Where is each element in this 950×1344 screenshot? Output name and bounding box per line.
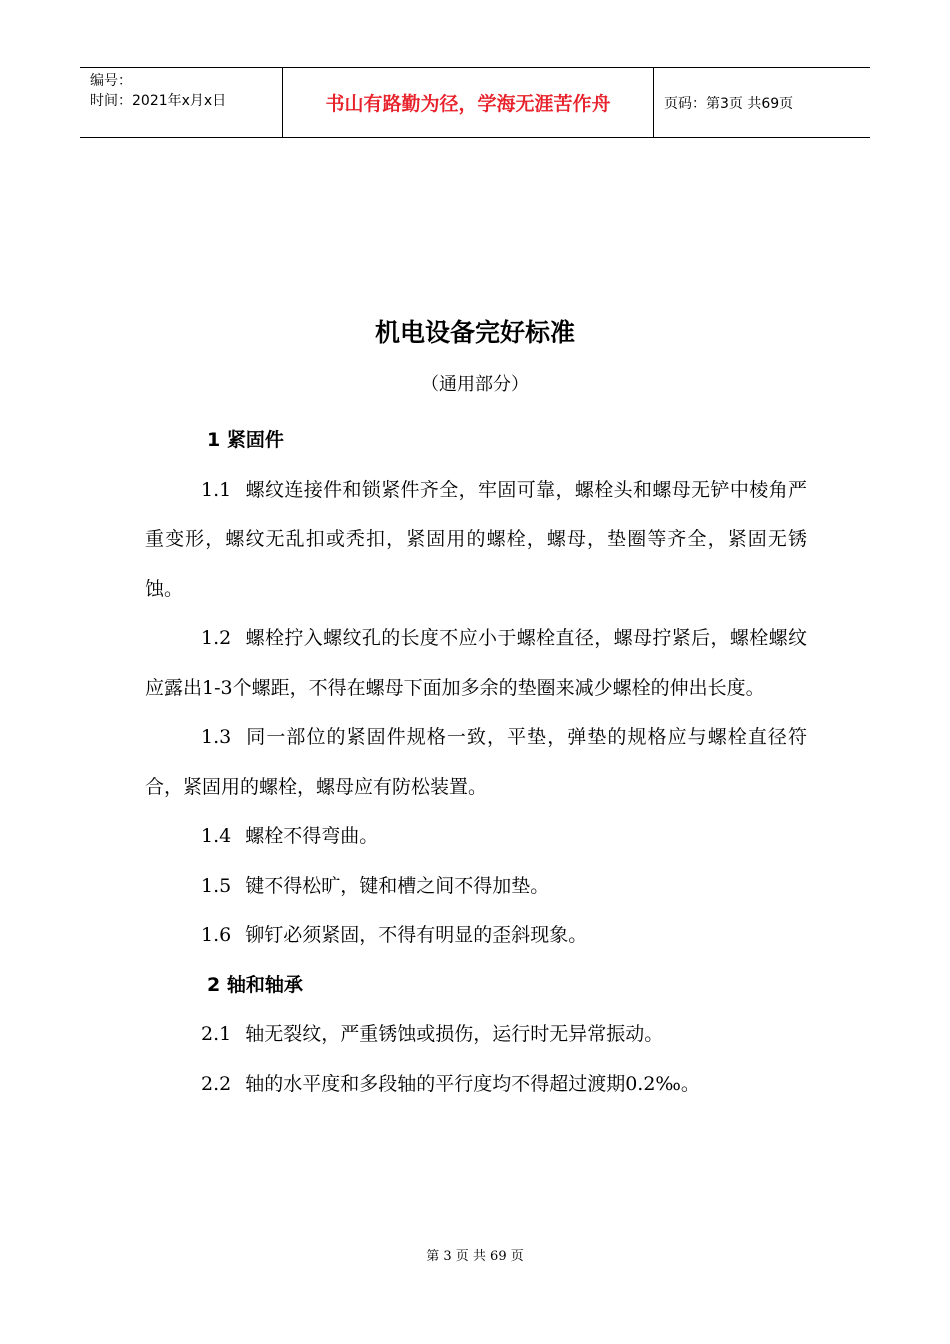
header-motto-cell [282,68,654,137]
document-title: 机电设备完好标准 [374,318,575,347]
clause-number: 1.3 [201,726,232,748]
clause-paragraph [145,713,807,812]
header-meta [80,68,282,137]
header-page-info: 页码：第3页 共69页 [664,95,794,112]
document-number-label: 编号： [90,73,132,89]
clause-paragraph [145,1010,807,1060]
clause-number: 1.1 [201,478,232,501]
section-heading: 1 紧固件 [207,429,284,451]
clause-paragraph [145,911,807,961]
clause-text: 铆钉必须紧固，不得有明显的歪斜现象。 [245,924,588,946]
clause-paragraph [145,1060,807,1110]
clause-number: 1.5 [201,874,232,897]
header-motto: 书山有路勤为径，学海无涯苦作舟 [325,93,611,115]
clause-paragraph [145,614,807,713]
clause-text: 螺栓拧入螺纹孔的长度不应小于螺栓直径，螺母拧紧后，螺栓螺纹应露出1-3个螺距，不得在螺母下面加多余的垫圈来减少螺栓的伸出长度。 [145,627,807,699]
clause-text: 轴无裂纹，严重锈蚀或损伤，运行时无异常振动。 [245,1023,664,1045]
clause-number: 2.2 [201,1072,232,1095]
clause-number: 1.2 [201,627,232,649]
clause-text: 螺栓不得弯曲。 [245,825,379,847]
section-heading: 2 轴和轴承 [207,973,303,996]
document-body [145,416,807,1109]
header-page-info-cell [654,68,870,137]
clause-text: 键不得松旷，键和槽之间不得加垫。 [245,874,550,897]
clause-paragraph [145,862,807,912]
page-footer: 第 3 页 共 69 页 [426,1249,524,1264]
clause-paragraph [145,466,807,615]
clause-paragraph [145,812,807,862]
document-subtitle: （通用部分） [421,374,529,395]
clause-number: 2.1 [201,1023,232,1045]
clause-number: 1.6 [201,924,232,946]
clause-number: 1.4 [201,825,232,847]
clause-text: 螺纹连接件和锁紧件齐全，牢固可靠，螺栓头和螺母无铲中棱角严重变形，螺纹无乱扣或秃扣，紧固用的螺栓，螺母，垫圈等齐全，紧固无锈蚀。 [145,478,807,600]
document-date: 时间：2021年x月x日 [90,93,227,109]
clause-text: 同一部位的紧固件规格一致，平垫，弹垫的规格应与螺栓直径符合，紧固用的螺栓，螺母应有防松装置。 [145,726,807,798]
page-header [80,67,870,138]
clause-text: 轴的水平度和多段轴的平行度均不得超过渡期0.2‰。 [245,1072,700,1095]
